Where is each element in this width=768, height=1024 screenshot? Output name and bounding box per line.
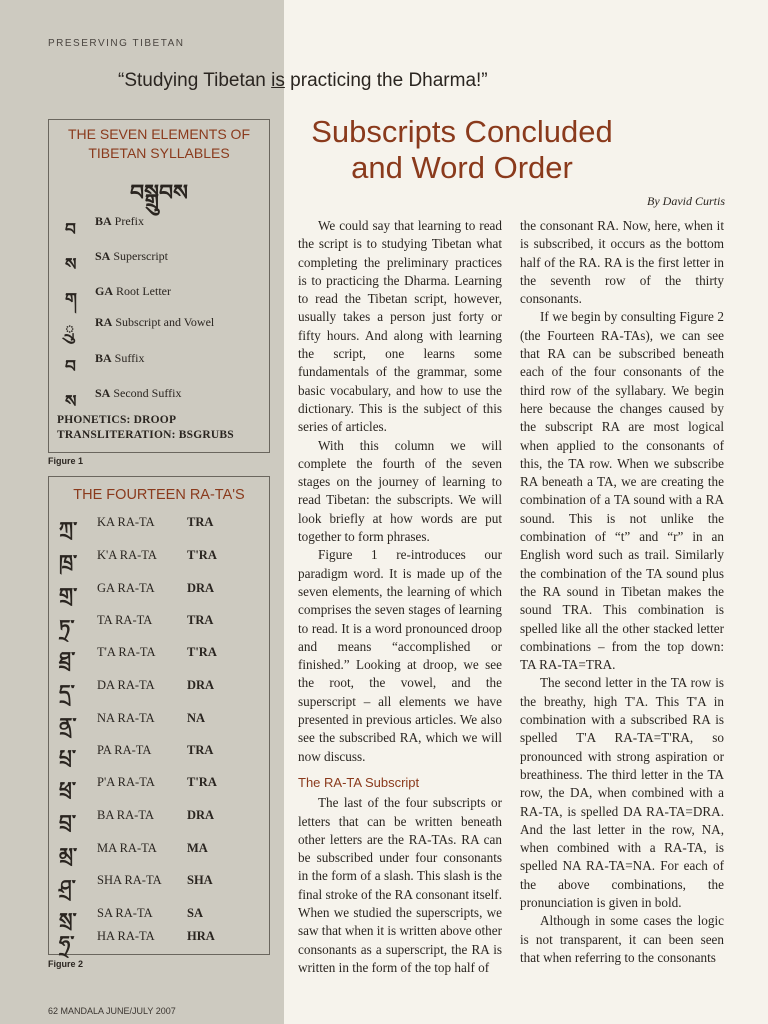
ra-ta-glyph: པྲ་ bbox=[59, 745, 77, 769]
ra-ta-pronunciation: T'RA bbox=[187, 645, 217, 659]
paragraph: the consonant RA. Now, here, when it is subscribed, it occurs as the bottom half of the RA. RA is the first letter in the seventh row of the thirty consonants. bbox=[520, 218, 724, 307]
ra-ta-glyph: མྲ་ bbox=[59, 843, 78, 867]
article-column-2 bbox=[520, 217, 724, 967]
ra-ta-name: PA RA-TA bbox=[97, 743, 152, 757]
ra-ta-pronunciation: SA bbox=[187, 906, 203, 920]
paragraph: We could say that learning to read the script is to studying Tibetan what completing the preliminary practices is to practicing the Dharma. Learning to read the Tibetan script, however, usually takes a person just forty or fifty hours. And along with learning the script, one learns some fundamentals of the grammar, some basic vocabulary, and how to use the dictionary. This is the subject of this series of articles. bbox=[298, 218, 502, 435]
quote-end: practicing the Dharma!” bbox=[284, 70, 488, 91]
ra-ta-pronunciation: DRA bbox=[187, 581, 215, 595]
ra-ta-name: NA RA-TA bbox=[97, 711, 155, 725]
ra-ta-pronunciation: SHA bbox=[187, 873, 213, 887]
ra-ta-glyph: ཏྲ་ bbox=[59, 615, 75, 639]
element-label: GA Root Letter bbox=[95, 284, 171, 298]
ra-ta-pronunciation: MA bbox=[187, 841, 208, 855]
element-label: BA Suffix bbox=[95, 351, 145, 365]
figure-1-caption: Figure 1 bbox=[48, 456, 84, 466]
ra-ta-pronunciation: T'RA bbox=[187, 775, 217, 789]
ra-ta-name: P'A RA-TA bbox=[97, 775, 155, 789]
element-row-5 bbox=[49, 351, 269, 377]
ra-ta-row bbox=[49, 927, 269, 955]
ra-ta-name: TA RA-TA bbox=[97, 613, 153, 627]
ra-ta-row bbox=[49, 773, 269, 801]
ra-ta-row bbox=[49, 579, 269, 607]
ra-ta-glyph: སྲ་ bbox=[59, 908, 77, 932]
element-glyph: ས bbox=[65, 392, 77, 412]
ra-ta-row bbox=[49, 709, 269, 737]
ra-ta-name: K'A RA-TA bbox=[97, 548, 157, 562]
ra-ta-pronunciation: TRA bbox=[187, 743, 214, 757]
figure-2-caption: Figure 2 bbox=[48, 959, 84, 969]
ra-ta-row bbox=[49, 643, 269, 671]
paragraph: Figure 1 re-introduces our paradigm word. It is made up of the seven elements, the learning of which comprises the seven stages of learning to read. It is a word pronounced droop and means “accomplished or finished.” Looking at droop, we see the root, the vowel, and the superscript – all elements we have presented in previous articles. We also see the subscribed RA, which we will now discuss. bbox=[298, 547, 502, 764]
paragraph: The second letter in the TA row is the breathy, high T'A. This T'A in combination with a subscribed RA is spelled T'A RA-TA=T'RA, so pronounced with strong aspiration or breathiness. The third letter in the TA row, the DA, when combined with a RA-TA, is spelled DA RA-TA=DRA. And the last letter in the row, NA, when combined with a RA-TA, is spelled NA RA-TA=NA. For each of the above combinations, the pronunciation is given in bold. bbox=[520, 675, 724, 910]
ra-ta-pronunciation: TRA bbox=[187, 515, 214, 529]
element-label: SA Second Suffix bbox=[95, 386, 182, 400]
ra-ta-glyph: གྲ་ bbox=[59, 583, 78, 607]
element-label: RA Subscript and Vowel bbox=[95, 315, 215, 329]
headline-line-1: Subscripts Concluded bbox=[311, 114, 613, 149]
element-glyph: ག bbox=[65, 290, 77, 310]
ra-ta-name: GA RA-TA bbox=[97, 581, 155, 595]
ra-ta-glyph: ཤྲ་ bbox=[59, 875, 76, 899]
ra-ta-row bbox=[49, 839, 269, 867]
ra-ta-row bbox=[49, 871, 269, 899]
article-headline bbox=[286, 114, 638, 186]
ra-ta-glyph: ཐྲ་ bbox=[59, 647, 76, 671]
ra-ta-name: MA RA-TA bbox=[97, 841, 157, 855]
element-label: BA Prefix bbox=[95, 214, 144, 228]
paragraph: If we begin by consulting Figure 2 (the Fourteen RA-TAs), we can see that RA can be subscribed beneath each of the four consonants of the third row of the syllabary. We begin here because the changes caused by the subscript RA are most logical when applied to the consonants of this, the TA row. When we subscribe RA beneath a TA, we are creating the combination of a TA sound with a RA sound. This is not unlike the combination of “t” and “r” in an English word such as trail. Similarly the combination of the TA sound plus the RA sound in Tibetan makes the sound TRA. This combination is spelled like all the other stacked letter combinations – from the top down: TA RA-TA=TRA. bbox=[520, 309, 724, 673]
element-glyph: ས bbox=[65, 255, 77, 275]
element-label: SA Superscript bbox=[95, 249, 168, 263]
seven-elements-title: THE SEVEN ELEMENTS OF TIBETAN SYLLABLES bbox=[67, 126, 251, 161]
section-heading: The RA-TA Subscript bbox=[298, 774, 420, 790]
quote-start: “Studying Tibetan bbox=[118, 70, 272, 91]
ra-ta-glyph: དྲ་ bbox=[59, 680, 75, 704]
element-glyph: བ bbox=[65, 220, 76, 240]
ra-ta-name: SA RA-TA bbox=[97, 906, 153, 920]
ra-ta-pronunciation: NA bbox=[187, 711, 206, 725]
ra-ta-glyph: ཀྲ་ bbox=[59, 517, 78, 541]
quote-underlined-word: is bbox=[271, 70, 285, 91]
element-glyph: ྲུ bbox=[65, 321, 75, 341]
element-row-3 bbox=[49, 284, 269, 310]
ra-ta-name: SHA RA-TA bbox=[97, 873, 162, 887]
ra-ta-name: T'A RA-TA bbox=[97, 645, 156, 659]
ra-ta-row bbox=[49, 676, 269, 704]
ra-ta-row bbox=[49, 546, 269, 574]
element-glyph: བ bbox=[65, 357, 76, 377]
ra-ta-row bbox=[49, 806, 269, 834]
page-footer: 62 MANDALA JUNE/JULY 2007 bbox=[48, 1006, 176, 1016]
transliteration-line: TRANSLITERATION: BSGRUBS bbox=[57, 429, 234, 441]
section-label: PRESERVING TIBETAN bbox=[48, 38, 185, 49]
paragraph: With this column we will complete the fourth of the seven stages on the journey of learning to read Tibetan: the subscripts. We will look briefly at how words are put together to form phrases. bbox=[298, 437, 502, 545]
ra-ta-pronunciation: DRA bbox=[187, 678, 215, 692]
paradigm-word-tibetan: བསྒྲུབས bbox=[130, 181, 188, 206]
ra-ta-pronunciation: DRA bbox=[187, 808, 215, 822]
ra-ta-row bbox=[49, 513, 269, 541]
ra-ta-glyph: ཧྲ་ bbox=[59, 931, 75, 955]
ra-ta-name: KA RA-TA bbox=[97, 515, 155, 529]
element-row-4 bbox=[49, 315, 269, 341]
phonetics-line: PHONETICS: DROOP bbox=[57, 414, 177, 426]
ra-ta-glyph: བྲ་ bbox=[59, 810, 77, 834]
headline-line-2: and Word Order bbox=[351, 150, 573, 185]
ra-ta-title: THE FOURTEEN RA-TA'S bbox=[73, 487, 245, 503]
ra-ta-glyph: ཁྲ་ bbox=[59, 550, 78, 574]
ra-ta-box bbox=[48, 476, 270, 955]
pull-quote bbox=[118, 70, 488, 92]
article-column-1 bbox=[298, 217, 502, 977]
ra-ta-name: BA RA-TA bbox=[97, 808, 154, 822]
element-row-1 bbox=[49, 214, 269, 240]
ra-ta-row bbox=[49, 904, 269, 932]
ra-ta-name: HA RA-TA bbox=[97, 929, 155, 943]
paragraph: Although in some cases the logic is not transparent, it can been seen that when referring to the consonants bbox=[520, 913, 724, 965]
ra-ta-pronunciation: T'RA bbox=[187, 548, 217, 562]
paragraph: The last of the four subscripts or letters that can be written beneath other letters are the RA-TAs. RA can be subscribed under four consonants in the form of a slash. This slash is the final stroke of the RA consonant itself. When we studied the superscripts, we saw that when it is written above other consonants as a superscript, the RA is written in the form of the top half of bbox=[298, 795, 502, 975]
ra-ta-row bbox=[49, 611, 269, 639]
seven-elements-box bbox=[48, 119, 270, 453]
ra-ta-glyph: ཕྲ་ bbox=[59, 777, 77, 801]
element-row-2 bbox=[49, 249, 269, 275]
byline: By David Curtis bbox=[647, 194, 725, 208]
ra-ta-pronunciation: TRA bbox=[187, 613, 214, 627]
ra-ta-row bbox=[49, 741, 269, 769]
element-row-6 bbox=[49, 386, 269, 412]
ra-ta-pronunciation: HRA bbox=[187, 929, 215, 943]
ra-ta-glyph: ནྲ་ bbox=[59, 713, 77, 737]
ra-ta-name: DA RA-TA bbox=[97, 678, 155, 692]
